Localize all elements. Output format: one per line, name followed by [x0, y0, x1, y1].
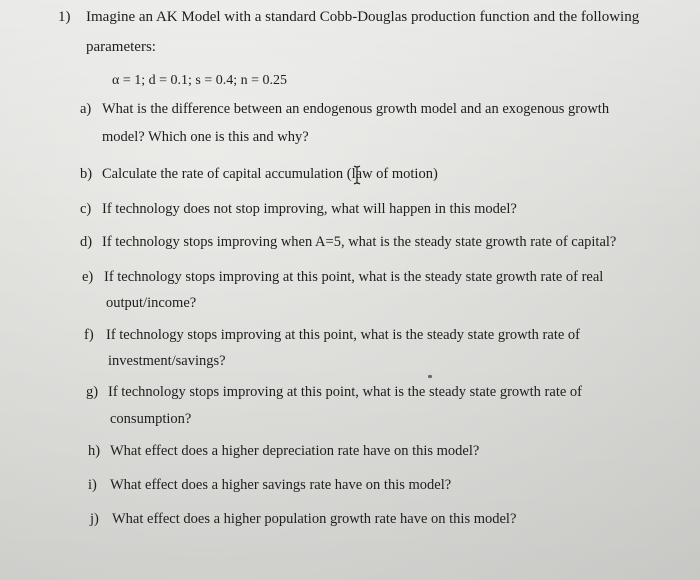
- part-f: [84, 324, 580, 346]
- part-text: What is the difference between an endogenous growth model and an exogenous growth: [102, 101, 610, 117]
- model-parameters: α = 1; d = 0.1; s = 0.4; n = 0.25: [112, 73, 288, 88]
- part-text: If technology stops improving when A=5, what is the steady state growth rate of capital?: [102, 234, 617, 250]
- part-label: h): [88, 443, 101, 459]
- part-text: Calculate the rate of capital accumulation (law of motion): [102, 166, 438, 182]
- part-e-continuation: output/income?: [106, 295, 197, 311]
- part-text: If technology does not stop improving, what will happen in this model?: [102, 201, 517, 217]
- part-text: What effect does a higher population growth rate have on this model?: [112, 511, 517, 527]
- part-c: [80, 198, 517, 220]
- part-label: f): [84, 327, 94, 343]
- part-label: b): [80, 166, 93, 182]
- part-label: d): [80, 234, 93, 250]
- part-text: What effect does a higher depreciation rate have on this model?: [110, 443, 480, 459]
- part-d: [80, 231, 616, 253]
- dust-speck: [428, 375, 432, 378]
- part-e: [82, 266, 603, 288]
- part-label: a): [80, 101, 92, 117]
- part-g-continuation: consumption?: [110, 411, 192, 427]
- part-label: g): [86, 384, 99, 400]
- question-1-line-1: [58, 6, 639, 28]
- part-label: c): [80, 201, 92, 217]
- text-cursor-icon: [352, 165, 362, 185]
- part-a-continuation: model? Which one is this and why?: [102, 129, 309, 145]
- part-label: e): [82, 269, 94, 285]
- part-text: If technology stops improving at this point, what is the steady state growth rate of: [106, 327, 580, 343]
- part-a: [80, 98, 609, 120]
- part-j: [90, 508, 516, 530]
- part-i: [88, 474, 451, 496]
- part-h: [88, 440, 479, 462]
- question-1-line-2: parameters:: [86, 39, 156, 55]
- part-label: i): [88, 477, 97, 493]
- part-text: If technology stops improving at this point, what is the steady state growth rate of: [108, 384, 582, 400]
- part-label: j): [90, 511, 99, 527]
- part-text: If technology stops improving at this point, what is the steady state growth rate of real: [104, 269, 604, 285]
- part-b: [80, 163, 438, 185]
- question-number: 1): [58, 9, 71, 25]
- part-text: What effect does a higher savings rate have on this model?: [110, 477, 452, 493]
- part-g: [86, 381, 582, 403]
- part-f-continuation: investment/savings?: [108, 353, 226, 369]
- question-text: Imagine an AK Model with a standard Cobb-Douglas production function and the following: [86, 9, 640, 25]
